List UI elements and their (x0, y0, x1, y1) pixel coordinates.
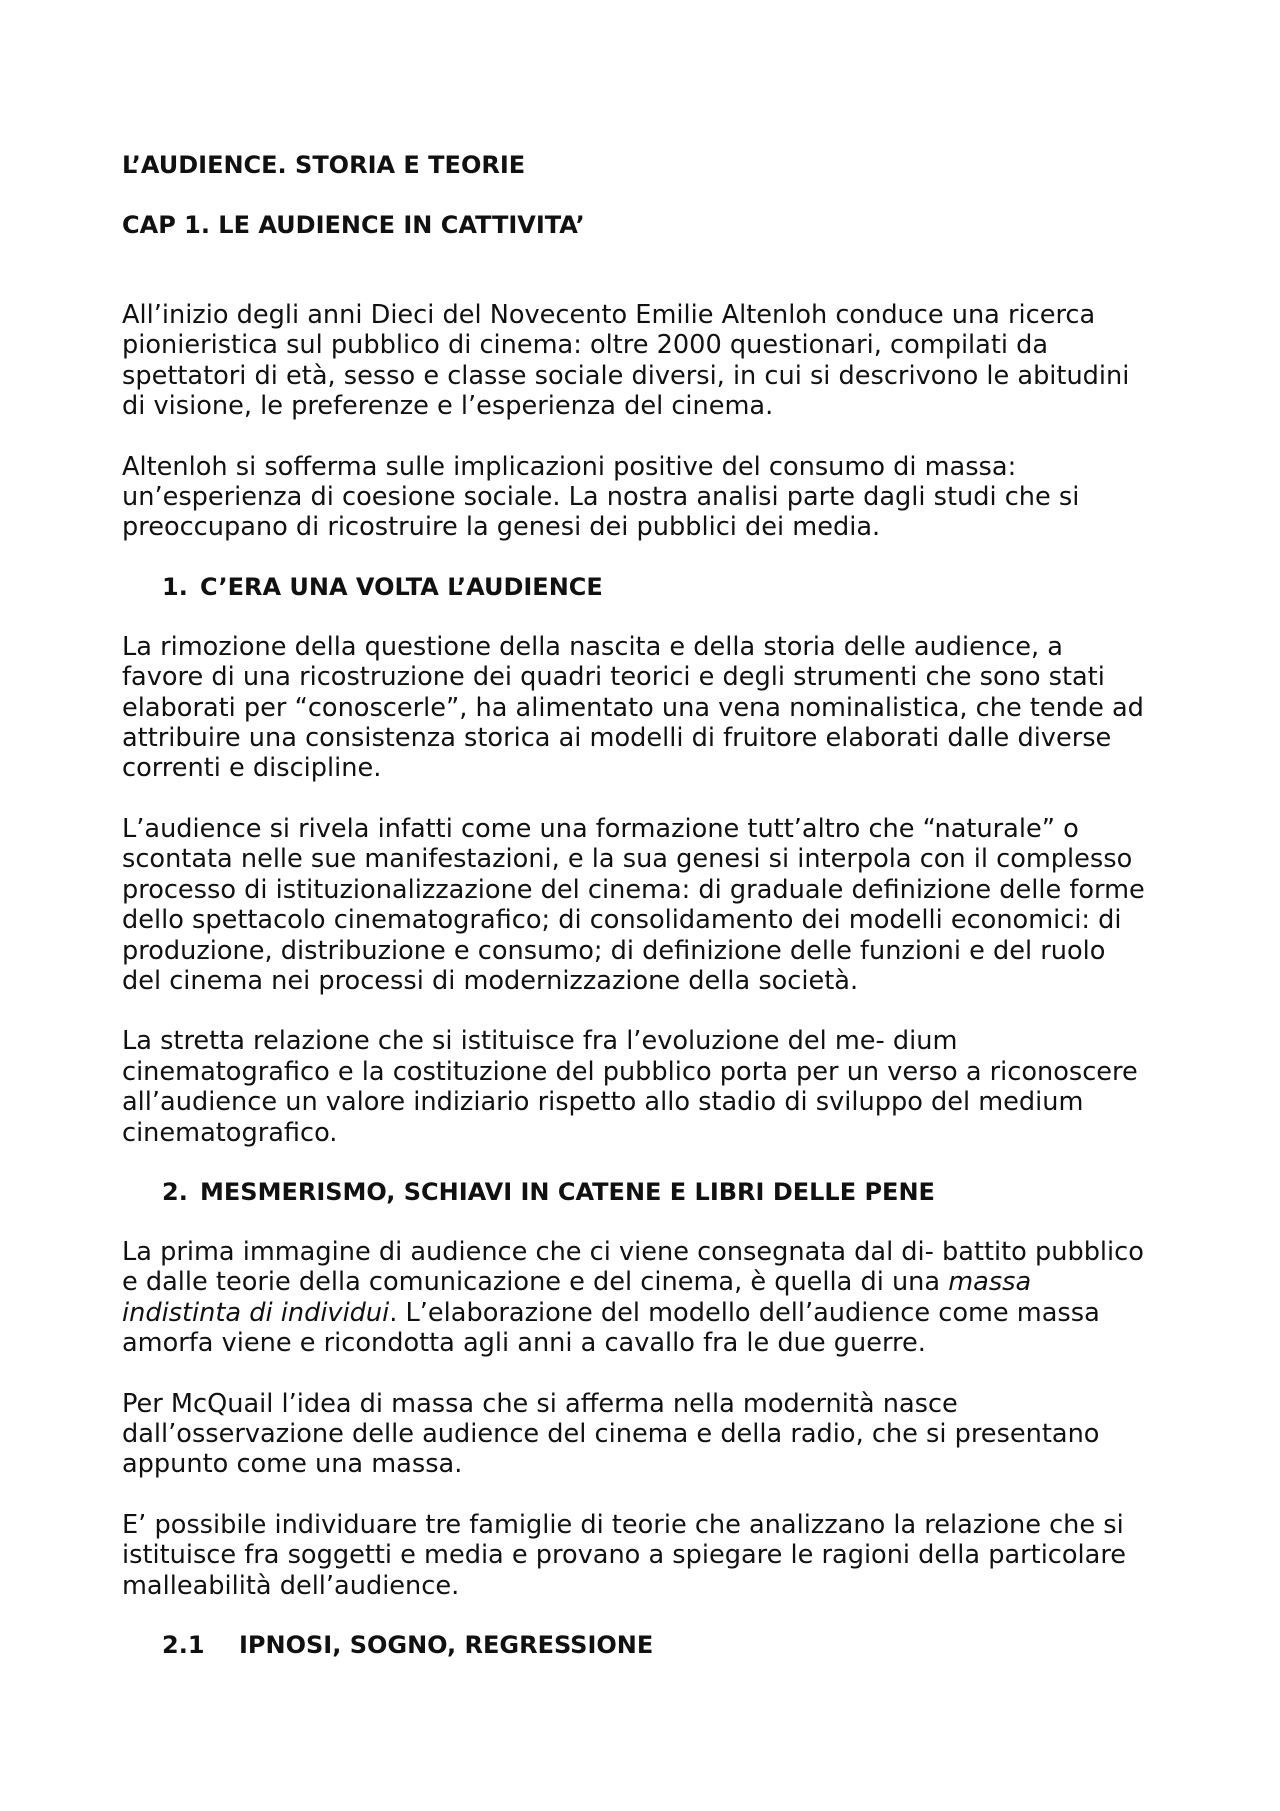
text-line: Altenloh si sofferma sulle implicazioni positive del consumo di massa: (122, 451, 1017, 482)
text-line (122, 1298, 1182, 1328)
text-line: L’audience si rivela infatti come una formazione tutt’altro che “naturale” o (122, 813, 1079, 844)
italic-text: massa (948, 1267, 1032, 1298)
text-line: elaborati per “conoscerle”, ha alimentato una vena nominalistica, che tende ad (122, 692, 1144, 723)
section-title: IPNOSI, SOGNO, REGRESSIONE (239, 1631, 654, 1659)
text-run: . L’elaborazione del modello dell’audience come massa (389, 1297, 1100, 1328)
text-line: dello spettacolo cinematografico; di consolidamento dei modelli economici: di (122, 905, 1122, 936)
section-number: 1. (162, 572, 188, 601)
text-line: cinematografico. (122, 1117, 338, 1148)
text-line: dall’osservazione delle audience del cinema e della radio, che si presentano (122, 1418, 1100, 1449)
text-line: La prima immagine di audience che ci viene consegnata dal di- battito pubblico (122, 1236, 1144, 1267)
text-line: favore di una ricostruzione dei quadri teorici e degli strumenti che sono stati (122, 662, 1105, 693)
text-line: amorfa viene e ricondotta agli anni a cavallo fra le due guerre. (122, 1328, 926, 1359)
text-line: di visione, le preferenze e l’esperienza del cinema. (122, 391, 774, 422)
section-title: C’ERA UNA VOLTA L’AUDIENCE (200, 572, 603, 601)
paragraph-2 (122, 452, 1182, 543)
paragraph-7 (122, 1389, 1182, 1480)
paragraph-3 (122, 632, 1182, 784)
document-body (122, 150, 1182, 1661)
paragraph-4 (122, 814, 1182, 996)
text-line: all’audience un valore indiziario rispetto allo stadio di sviluppo del medium (122, 1087, 1084, 1118)
text-line: spettatori di età, sesso e classe sociale diversi, in cui si descrivono le abitudini (122, 360, 1130, 391)
paragraph-8 (122, 1510, 1182, 1601)
text-line: istituisce fra soggetti e media e provano a spiegare le ragioni della particolare (122, 1540, 1127, 1571)
text-line: malleabilità dell’audience. (122, 1570, 460, 1601)
text-line: All’inizio degli anni Dieci del Novecento Emilie Altenloh conduce una ricerca (122, 300, 1096, 330)
chapter-heading: CAP 1. LE AUDIENCE IN CATTIVITA’ (122, 211, 585, 239)
section-number: 2. (162, 1177, 188, 1206)
text-line: E’ possibile individuare tre famiglie di teorie che analizzano la relazione che si (122, 1509, 1124, 1540)
text-line: un’esperienza di coesione sociale. La nostra analisi parte dagli studi che si (122, 482, 1080, 513)
paragraph-5 (122, 1026, 1182, 1148)
section-number: 2.1 (162, 1631, 205, 1659)
text-line: cinematografico e la costituzione del pubblico porta per un verso a riconoscere (122, 1056, 1138, 1087)
text-line: scontata nelle sue manifestazioni, e la sua genesi si interpola con il complesso (122, 844, 1133, 875)
text-line: pionieristica sul pubblico di cinema: oltre 2000 questionari, compilati da (122, 330, 1049, 361)
text-line: produzione, distribuzione e consumo; di definizione delle funzioni e del ruolo (122, 935, 1106, 966)
section-heading-2 (122, 1177, 1182, 1208)
section-heading-1 (122, 572, 1182, 603)
section-title: MESMERISMO, SCHIAVI IN CATENE E LIBRI DELLE PENE (200, 1177, 935, 1206)
text-line: appunto come una massa. (122, 1449, 463, 1480)
text-line: La stretta relazione che si istituisce fra l’evoluzione del me- dium (122, 1026, 958, 1057)
text-line: del cinema nei processi di modernizzazione della società. (122, 965, 859, 996)
text-line (122, 1267, 1182, 1297)
text-line: preoccupano di ricostruire la genesi dei pubblici dei media. (122, 512, 881, 543)
paragraph-6 (122, 1237, 1182, 1359)
text-line: attribuire una consistenza storica ai modelli di fruitore elaborati dalle diverse (122, 723, 1112, 754)
text-line: La rimozione della questione della nascita e della storia delle audience, a (122, 631, 1063, 662)
text-run: e dalle teorie della comunicazione e del cinema, è quella di una (122, 1267, 949, 1298)
section-heading-2-1 (122, 1630, 1182, 1661)
italic-text: indistinta di individui (122, 1297, 390, 1328)
paragraph-1 (122, 300, 1182, 422)
text-line: correnti e discipline. (122, 753, 382, 784)
document-title: L’AUDIENCE. STORIA E TEORIE (122, 151, 526, 179)
text-line: processo di istituzionalizzazione del cinema: di graduale definizione delle forme (122, 874, 1145, 905)
text-line: Per McQuail l’idea di massa che si afferma nella modernità nasce (122, 1388, 958, 1419)
